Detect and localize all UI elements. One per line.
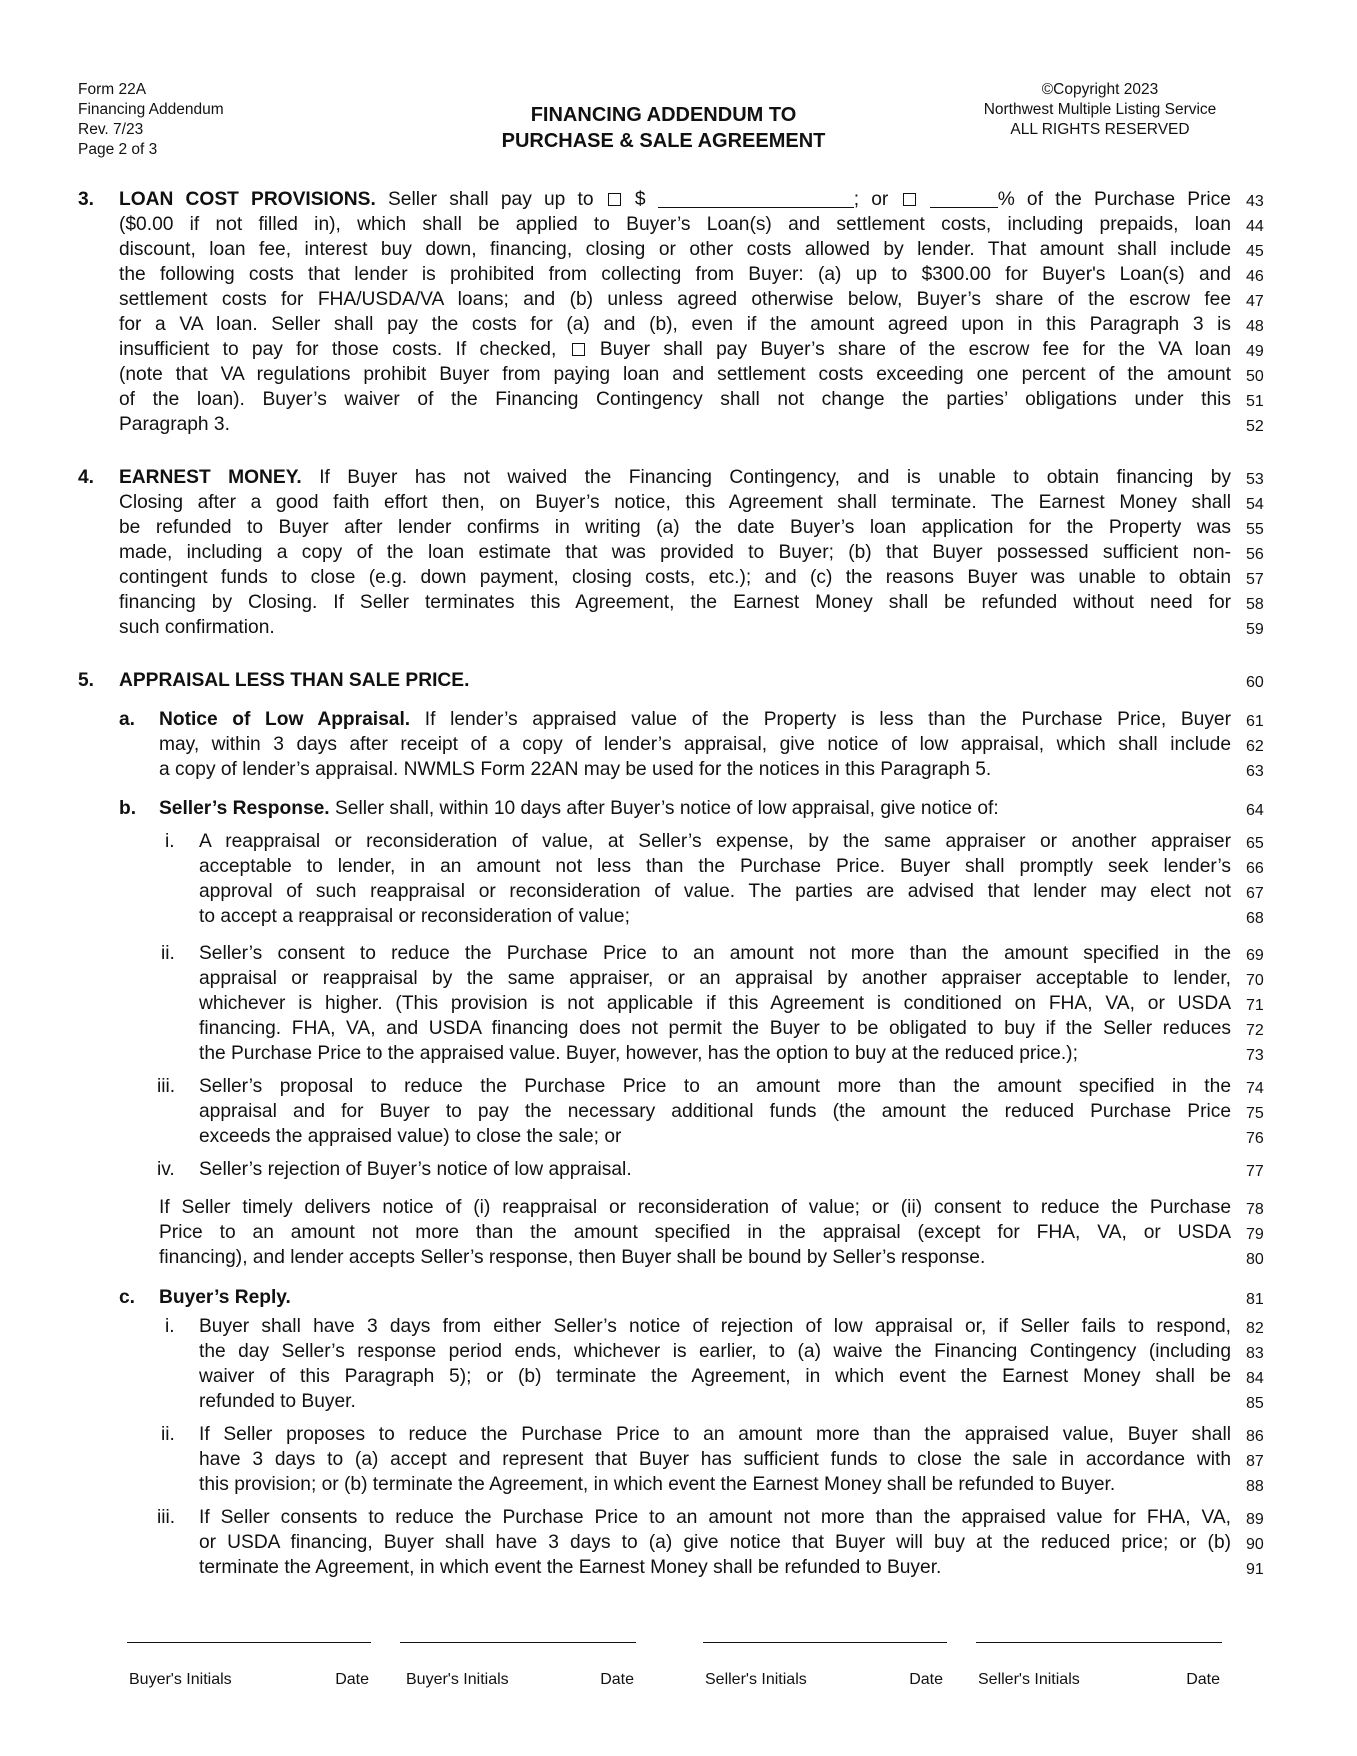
text-line: to accept a reappraisal or reconsideration of value; [199,906,630,927]
line-number: 87 [1246,1453,1264,1470]
line-number: 61 [1246,713,1264,730]
line-number: 47 [1246,293,1264,310]
line-number: 60 [1246,674,1264,691]
line-number: 86 [1246,1428,1264,1445]
checkbox-va-escrow-fee[interactable] [572,343,585,356]
text-line: Paragraph 3. [119,414,230,435]
text-line: this provision; or (b) terminate the Agreement, in which event the Earnest Money shall be refunded to Buyer. [199,1474,1116,1495]
item-label: ii. [161,1424,175,1445]
text-line: LOAN COST PROVISIONS. Seller shall pay up to $ ; or % of the Purchase Price [119,189,1231,210]
line-number: 84 [1246,1370,1264,1387]
line-number: 55 [1246,521,1264,538]
line-number: 75 [1246,1105,1264,1122]
date-label: Date [909,1671,943,1688]
line-number: 65 [1246,835,1264,852]
text-line: made, including a copy of the loan estimate that was provided to Buyer; (b) that Buyer possessed sufficient non- [119,542,1231,563]
text-line: Buyer shall have 3 days from either Seller’s notice of rejection of low appraisal or, if Seller fails to respond, [199,1316,1231,1337]
line-number: 54 [1246,496,1264,513]
checkbox-dollar-amount[interactable] [608,193,621,206]
line-number: 74 [1246,1080,1264,1097]
line-number: 63 [1246,763,1264,780]
text-line: may, within 3 days after receipt of a copy of lender’s appraisal, give notice of low appraisal, which shall include [159,734,1231,755]
line-number: 90 [1246,1536,1264,1553]
line-number: 79 [1246,1226,1264,1243]
page-number: Page 2 of 3 [78,141,158,158]
text-line: whichever is higher. (This provision is not applicable if this Agreement is conditioned on FHA, VA, or USDA [199,993,1231,1014]
text-line: the day Seller’s response period ends, whichever is earlier, to (a) waive the Financing Contingency (including [199,1341,1231,1362]
line-number: 72 [1246,1022,1264,1039]
text-line: contingent funds to close (e.g. down payment, closing costs, etc.); and (c) the reasons Buyer was unable to obtain [119,567,1231,588]
form-revision: Rev. 7/23 [78,121,144,138]
date-label: Date [1186,1671,1220,1688]
line-number: 73 [1246,1047,1264,1064]
text-line: financing. FHA, VA, and USDA financing does not permit the Buyer to be obligated to buy if the Seller reduces [199,1018,1231,1039]
subsection-label: b. [119,798,137,819]
line-number: 89 [1246,1511,1264,1528]
text-line: If Seller proposes to reduce the Purchase Price to an amount more than the appraised value, Buyer shall [199,1424,1231,1445]
line-number: 58 [1246,596,1264,613]
initials-label: Buyer's Initials [129,1671,232,1688]
line-number: 43 [1246,193,1264,210]
seller-initials-field[interactable] [703,1642,947,1688]
line-number: 68 [1246,910,1264,927]
line-number: 81 [1246,1291,1264,1308]
text-line: acceptable to lender, in an amount not less than the Purchase Price. Buyer shall promptly seek lender’s [199,856,1231,877]
buyer-initials-field[interactable] [400,1642,636,1688]
section-number: 4. [78,467,95,488]
line-number: 50 [1246,368,1264,385]
text-line: financing), and lender accepts Seller’s response, then Buyer shall be bound by Seller’s response. [159,1247,986,1268]
date-label: Date [600,1671,634,1688]
text-line: ($0.00 if not filled in), which shall be applied to Buyer’s Loan(s) and settlement costs, including prepaids, loan [119,214,1231,235]
text-line: terminate the Agreement, in which event the Earnest Money shall be refunded to Buyer. [199,1557,942,1578]
line-number: 62 [1246,738,1264,755]
line-number: 71 [1246,997,1264,1014]
line-number: 70 [1246,972,1264,989]
seller-initials-field[interactable] [976,1642,1222,1688]
initials-label: Seller's Initials [978,1671,1080,1688]
text-line: Seller’s Response. Seller shall, within 10 days after Buyer’s notice of low appraisal, give notice of: [159,798,999,819]
text-line: waiver of this Paragraph 5); or (b) terminate the Agreement, in which event the Earnest Money shall be [199,1366,1231,1387]
line-number: 91 [1246,1561,1264,1578]
line-number: 85 [1246,1395,1264,1412]
line-number: 64 [1246,802,1264,819]
text-line: If Seller timely delivers notice of (i) reappraisal or reconsideration of value; or (ii) consent to reduce the Purchase [159,1197,1231,1218]
buyer-initials-field[interactable] [127,1642,371,1688]
text-line: of the loan). Buyer’s waiver of the Financing Contingency shall not change the parties’ obligations under this [119,389,1231,410]
line-number: 67 [1246,885,1264,902]
section-number: 5. [78,670,95,691]
item-label: ii. [161,943,175,964]
text-line: a copy of lender’s appraisal. NWMLS Form 22AN may be used for the notices in this Paragraph 5. [159,759,992,780]
text-line: Seller’s consent to reduce the Purchase Price to an amount not more than the amount specified in the [199,943,1231,964]
text-line: be refunded to Buyer after lender confirms in writing (a) the date Buyer’s loan application for the Property was [119,517,1231,538]
text-line: the Purchase Price to the appraised value. Buyer, however, has the option to buy at the reduced price.); [199,1043,1078,1064]
subsection-label: c. [119,1287,136,1308]
dollar-amount-field[interactable] [658,189,854,208]
text-line: approval of such reappraisal or reconsideration of value. The parties are advised that lender may elect not [199,881,1231,902]
section-number: 3. [78,189,95,210]
line-number: 45 [1246,243,1264,260]
percent-field[interactable] [930,189,998,208]
initials-label: Seller's Initials [705,1671,807,1688]
text-line: refunded to Buyer. [199,1391,356,1412]
text-line: exceeds the appraised value) to close the sale; or [199,1126,622,1147]
checkbox-percent[interactable] [903,193,916,206]
line-number: 77 [1246,1163,1264,1180]
text-line: appraisal and for Buyer to pay the necessary additional funds (the amount the reduced Purchase Price [199,1101,1231,1122]
text-line: insufficient to pay for those costs. If checked, Buyer shall pay Buyer’s share of the escrow fee for the VA loan [119,339,1231,360]
line-number: 88 [1246,1478,1264,1495]
line-number: 44 [1246,218,1264,235]
text-line: the following costs that lender is prohibited from collecting from Buyer: (a) up to $300.00 for Buyer's Loan(s) and [119,264,1231,285]
text-line: have 3 days to (a) accept and represent that Buyer has sufficient funds to close the sale in accordance with [199,1449,1231,1470]
line-number: 56 [1246,546,1264,563]
text-line: Seller’s proposal to reduce the Purchase Price to an amount more than the amount specified in the [199,1076,1231,1097]
line-number: 53 [1246,471,1264,488]
line-number: 59 [1246,621,1264,638]
line-number: 82 [1246,1320,1264,1337]
line-number: 52 [1246,418,1264,435]
form-name: Financing Addendum [78,101,224,118]
text-line: financing by Closing. If Seller terminates this Agreement, the Earnest Money shall be refunded without need for [119,592,1231,613]
form-number: Form 22A [78,81,147,98]
text-line: Notice of Low Appraisal. If lender’s appraised value of the Property is less than the Purchase Price, Buyer [159,709,1231,730]
line-number: 48 [1246,318,1264,335]
text-line: such confirmation. [119,617,275,638]
text-line: for a VA loan. Seller shall pay the costs for (a) and (b), even if the amount agreed upon in this Paragraph 3 is [119,314,1231,335]
item-label: iii. [157,1507,176,1528]
text-line: discount, loan fee, interest buy down, financing, closing or other costs allowed by lender. That amount shall include [119,239,1231,260]
subsection-heading: Buyer’s Reply. [159,1287,291,1308]
text-line: Seller’s rejection of Buyer’s notice of low appraisal. [199,1159,632,1180]
copyright-block: ©Copyright 2023 Northwest Multiple Listing Service ALL RIGHTS RESERVED [983,81,1217,138]
text-line: If Seller consents to reduce the Purchase Price to an amount not more than the appraised value for FHA, VA, [199,1507,1231,1528]
text-line: Price to an amount not more than the amount specified in the appraisal (except for FHA, VA, or USDA [159,1222,1231,1243]
line-number: 49 [1246,343,1264,360]
line-number: 66 [1246,860,1264,877]
line-number: 51 [1246,393,1264,410]
text-line: appraisal or reappraisal by the same appraiser, or an appraisal by another appraiser acceptable to lender, [199,968,1231,989]
line-number: 46 [1246,268,1264,285]
section-heading: APPRAISAL LESS THAN SALE PRICE. [119,670,470,691]
page-title: FINANCING ADDENDUM TO PURCHASE & SALE AGREEMENT [501,104,826,152]
item-label: i. [165,831,175,852]
text-line: Closing after a good faith effort then, on Buyer’s notice, this Agreement shall terminate. The Earnest Money shall [119,492,1231,513]
item-label: i. [165,1316,175,1337]
line-number: 78 [1246,1201,1264,1218]
date-label: Date [335,1671,369,1688]
text-line: settlement costs for FHA/USDA/VA loans; and (b) unless agreed otherwise below, Buyer’s share of the escrow fee [119,289,1231,310]
line-number: 80 [1246,1251,1264,1268]
line-number: 69 [1246,947,1264,964]
text-line: EARNEST MONEY. If Buyer has not waived the Financing Contingency, and is unable to obtain financing by [119,467,1231,488]
text-line: or USDA financing, Buyer shall have 3 days to (a) give notice that Buyer will buy at the reduced price; or (b) [199,1532,1231,1553]
text-line: (note that VA regulations prohibit Buyer from paying loan and settlement costs exceeding one percent of the amount [119,364,1231,385]
item-label: iv. [157,1159,175,1180]
initials-label: Buyer's Initials [406,1671,509,1688]
line-number: 57 [1246,571,1264,588]
line-number: 76 [1246,1130,1264,1147]
subsection-label: a. [119,709,136,730]
line-number: 83 [1246,1345,1264,1362]
text-line: A reappraisal or reconsideration of value, at Seller’s expense, by the same appraiser or another appraiser [199,831,1231,852]
item-label: iii. [157,1076,176,1097]
